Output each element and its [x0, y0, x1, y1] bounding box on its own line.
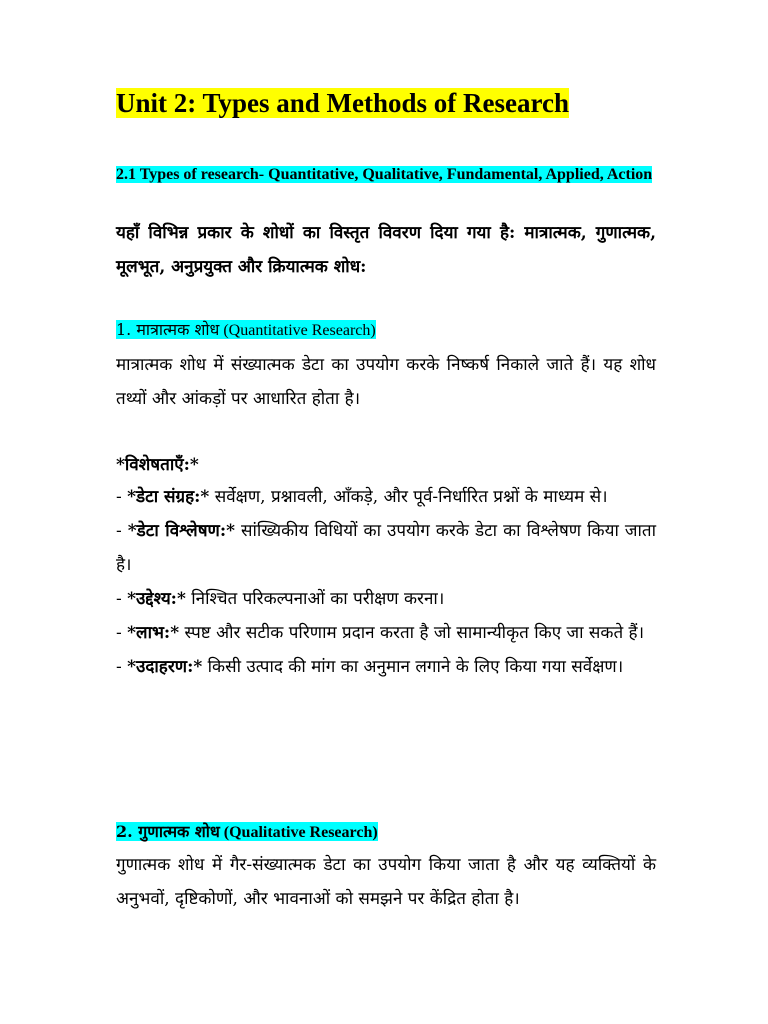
quantitative-heading-english: (Quantitative Research) [219, 322, 376, 339]
quantitative-heading [116, 316, 376, 345]
feature-text: सांख्यिकीय विधियों का उपयोग करके डेटा का विश्लेषण किया जाता है। [116, 521, 657, 575]
feature-text: स्पष्ट और सटीक परिणाम प्रदान करता है जो सामान्यीकृत किए जा सकते हैं। [179, 623, 645, 643]
list-item [116, 650, 656, 684]
page-title [116, 86, 569, 120]
section-heading [116, 160, 656, 189]
bullet-prefix: - [116, 521, 128, 541]
bullet-prefix: - [116, 623, 128, 643]
list-item [116, 514, 656, 582]
features-heading: *विशेषताएँ:* [116, 455, 199, 475]
feature-label: *डेटा संग्रह:* [127, 487, 210, 507]
feature-text: निश्चित परिकल्पनाओं का परीक्षण करना। [185, 589, 445, 609]
qualitative-heading-hindi: 2. गुणात्मक शोध [116, 822, 220, 841]
quantitative-heading-highlight [116, 320, 376, 339]
bullet-prefix: - [116, 487, 128, 507]
feature-label: *उदाहरण:* [127, 657, 203, 677]
feature-label: *लाभ:* [127, 623, 180, 643]
quantitative-heading-hindi: 1. मात्रात्मक शोध [116, 320, 220, 339]
features-list [116, 480, 656, 684]
intro-paragraph: यहाँ विभिन्न प्रकार के शोधों का विस्तृत विवरण दिया गया है: मात्रात्मक, गुणात्मक, मूलभूत, अनुप्रयुक्त और क्रियात्मक शोध: [116, 223, 656, 277]
feature-text: सर्वेक्षण, प्रश्नावली, आँकड़े, और पूर्व-निर्धारित प्रश्नों के माध्यम से। [209, 487, 608, 507]
quantitative-description: मात्रात्मक शोध में संख्यात्मक डेटा का उपयोग करके निष्कर्ष निकाले जाते हैं। यह शोध तथ्यों और आंकड़ों पर आधारित होता है। [116, 355, 656, 409]
title-text: Unit 2: Types and Methods of Research [116, 88, 570, 118]
qualitative-description: गुणात्मक शोध में गैर-संख्यात्मक डेटा का उपयोग किया जाता है और यह व्यक्तियों के अनुभवों, दृष्टिकोणों, और भावनाओं को समझने पर केंद्रित होता है। [116, 855, 656, 909]
list-item [116, 616, 656, 650]
feature-text: किसी उत्पाद की मांग का अनुमान लगाने के लिए किया गया सर्वेक्षण। [202, 657, 624, 677]
bullet-prefix: - [116, 657, 128, 677]
qualitative-heading-highlight [116, 822, 378, 841]
feature-label: *डेटा विश्लेषण:* [127, 521, 235, 541]
feature-label: *उद्देश्य:* [127, 589, 186, 609]
qualitative-heading [116, 818, 378, 847]
list-item [116, 480, 656, 514]
list-item [116, 582, 656, 616]
qualitative-heading-english: (Qualitative Research) [219, 824, 378, 841]
bullet-prefix: - [116, 589, 128, 609]
section-heading-text: 2.1 Types of research- Quantitative, Qualitative, Fundamental, Applied, Action [116, 166, 653, 183]
